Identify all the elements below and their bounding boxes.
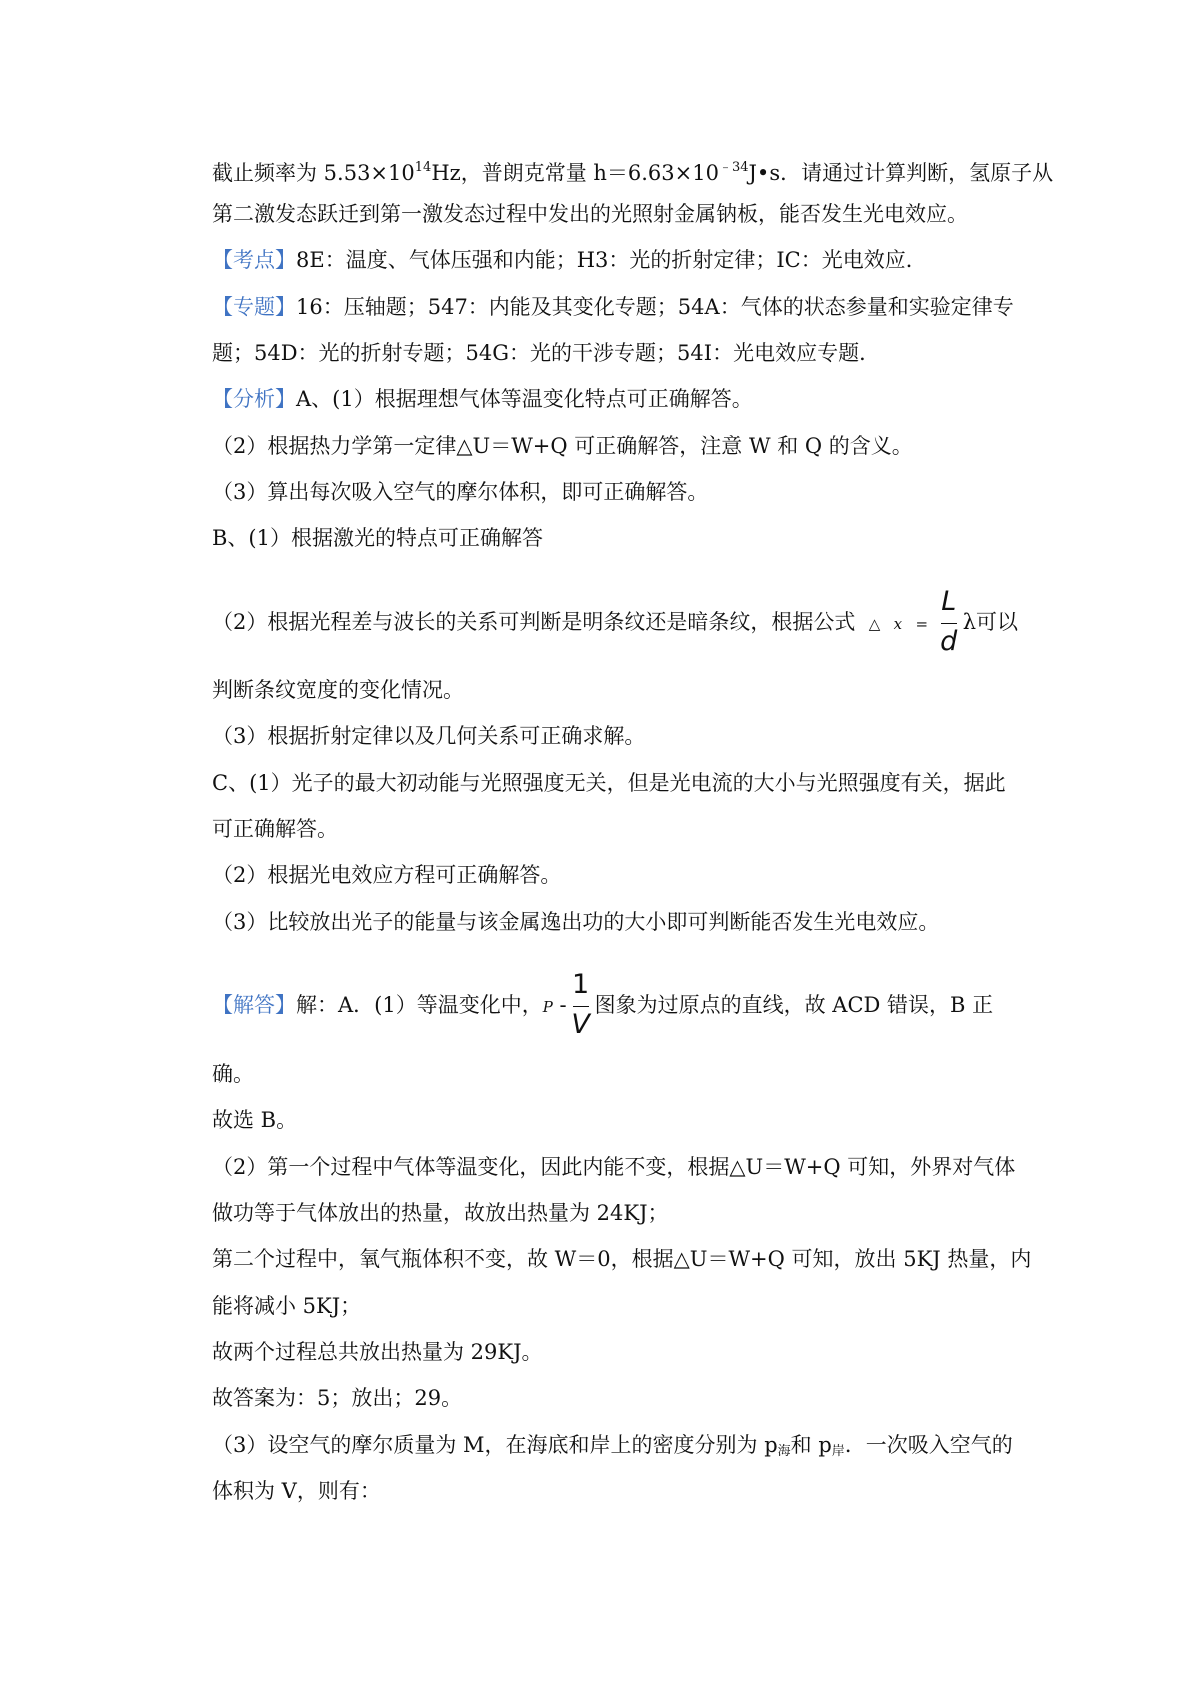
answer-line: 【解答】解：A．(1）等温变化中，P - $\frac{1}{V}$ 图象为过原点的直线，故 ACD 错误，B 正 xyxy=(212,965,1042,1045)
text-line: （2）第一个过程中气体等温变化，因此内能不变，根据△U＝W+Q 可知，外界对气体 xyxy=(212,1155,1016,1179)
text-line: 可正确解答。 xyxy=(212,817,338,841)
knowledge-point-tag: 【考点】 xyxy=(212,248,296,272)
text-line: 体积为 V，则有： xyxy=(212,1479,381,1503)
formula-line: （2）根据光程差与波长的关系可判断是明条纹还是暗条纹，根据公式 △ x = $\frac{L}{d}$ λ可以 xyxy=(212,582,1042,662)
topic-tag: 【专题】 xyxy=(212,295,296,319)
text-line: 截止频率为 $5.53\times 10^{14}Hz$，普朗克常量 $h=6.63\times 10^{﹣34}J•s$．请通过计算判断，氢原子从 xyxy=(212,160,1054,185)
text-line: C、(1）光子的最大初动能与光照强度无关，但是光电流的大小与光照强度有关，据此 xyxy=(212,771,1006,795)
text-line: （2）根据光电效应方程可正确解答。 xyxy=(212,863,562,887)
topic-line: 【专题】16：压轴题；547：内能及其变化专题；54A：气体的状态参量和实验定律专 xyxy=(212,295,1014,319)
text-line: （3）设空气的摩尔质量为 M，在海底和岸上的密度分别为 $p_海$和 $p_岸$．一次吸入空气的 xyxy=(212,1433,1013,1459)
fraction-l-over-d: $\frac{L}{d}$ xyxy=(940,585,958,657)
text-line: 确。 xyxy=(212,1062,254,1086)
text-line: 故两个过程总共放出热量为 29KJ。 xyxy=(212,1340,543,1364)
fraction-one-over-v: $\frac{1}{V}$ xyxy=(571,968,590,1040)
text-line: 第二个过程中，氧气瓶体积不变，故 W＝0，根据△U＝W+Q 可知，放出 5KJ 热量，内 xyxy=(212,1247,1032,1271)
text-line: 故答案为：5；放出；29。 xyxy=(212,1386,463,1410)
text-line: 故选 B。 xyxy=(212,1108,298,1132)
delta-symbol: △ xyxy=(868,615,881,633)
text-line: 第二激发态跃迁到第一激发态过程中发出的光照射金属钠板，能否发生光电效应。 xyxy=(212,202,968,226)
knowledge-point-line: 【考点】8E：温度、气体压强和内能；H3：光的折射定律；IC：光电效应． xyxy=(212,248,927,272)
text-line: 判断条纹宽度的变化情况。 xyxy=(212,678,464,702)
text-line: B、(1）根据激光的特点可正确解答 xyxy=(212,526,543,550)
text-line: 做功等于气体放出的热量，故放出热量为 24KJ； xyxy=(212,1201,669,1225)
text-line: （2）根据热力学第一定律△U＝W+Q 可正确解答，注意 W 和 Q 的含义。 xyxy=(212,434,913,458)
answer-tag: 【解答】 xyxy=(212,993,296,1017)
text-line: 能将减小 5KJ； xyxy=(212,1294,362,1318)
text-line: （3）算出每次吸入空气的摩尔体积，即可正确解答。 xyxy=(212,480,709,504)
analysis-tag: 【分析】 xyxy=(212,387,296,411)
text-line: （3）根据折射定律以及几何关系可正确求解。 xyxy=(212,724,646,748)
text-line: 题；54D：光的折射专题；54G：光的干涉专题；54I：光电效应专题． xyxy=(212,341,881,365)
analysis-line: 【分析】A、(1）根据理想气体等温变化特点可正确解答。 xyxy=(212,387,753,411)
text-line: （3）比较放出光子的能量与该金属逸出功的大小即可判断能否发生光电效应。 xyxy=(212,910,940,934)
